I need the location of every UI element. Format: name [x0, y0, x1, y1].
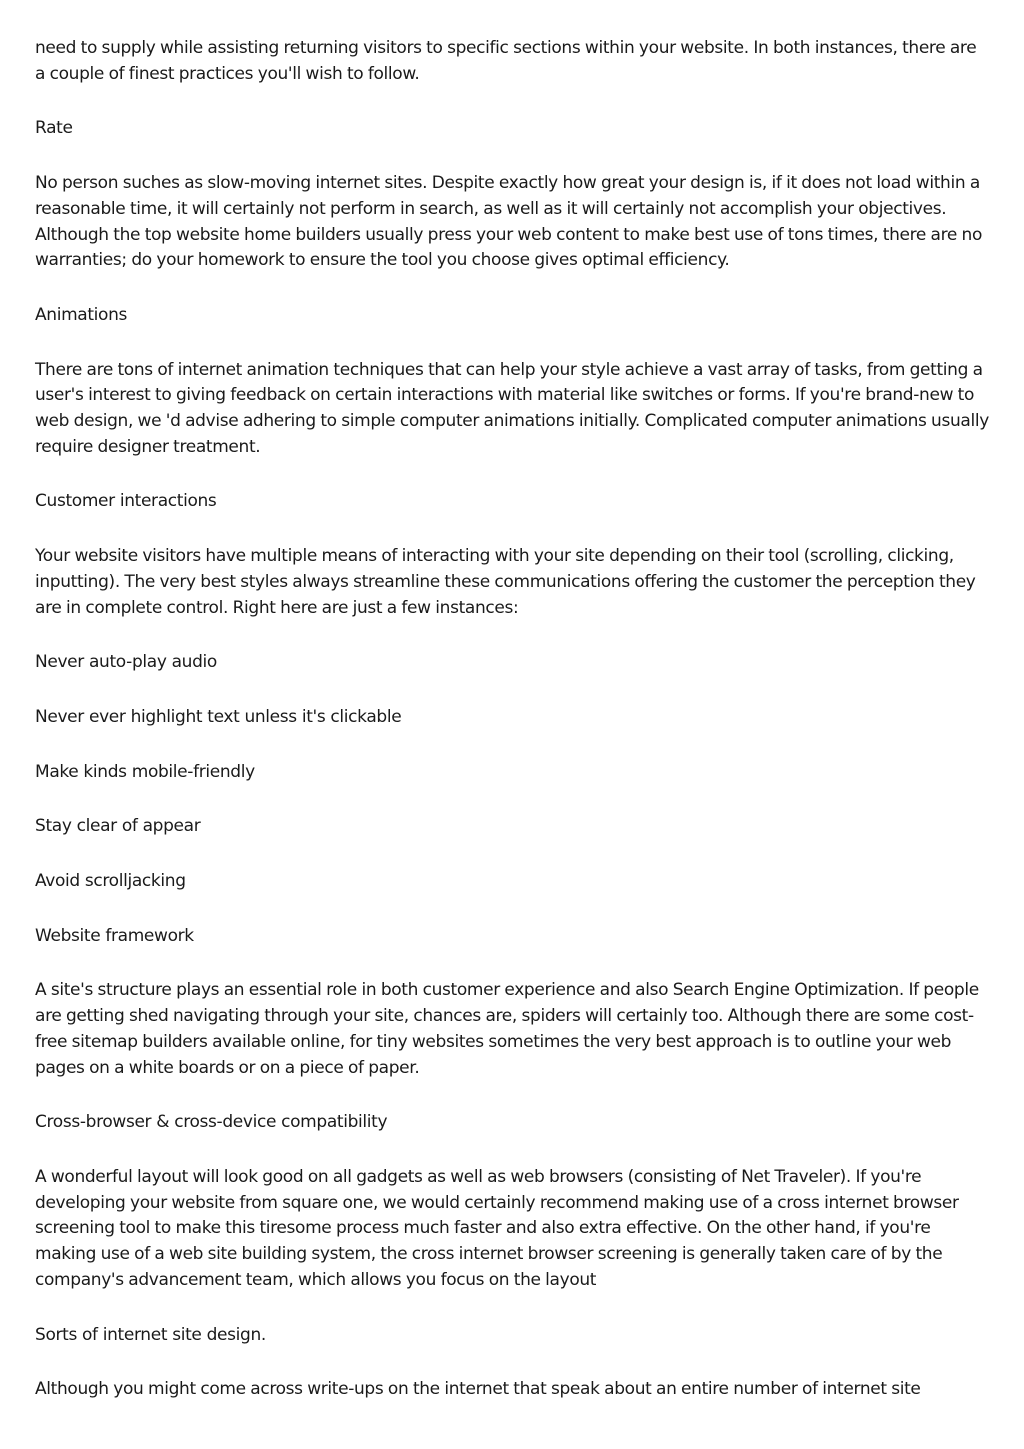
compatibility-paragraph: A wonderful layout will look good on all gadgets as well as web browsers (consisting of Net Traveler). If you're developing your website from square one, we would certainly recommend making use of a cross internet browser screening tool to make this tiresome process much faster and also extra effective. On the other hand, if you're making use of a web site building system, the cross internet browser screening is generally taken care of by the company's advancement team, which allows you focus on the layout [35, 1166, 959, 1290]
list-item-mobile-forms: Make kinds mobile-friendly [35, 761, 255, 782]
list-item-highlight: Never ever highlight text unless it's clickable [35, 706, 402, 727]
list-item-popups: Stay clear of appear [35, 816, 201, 837]
website-framework-paragraph: A site's structure plays an essential role in both customer experience and also Search Engine Optimization. If people are getting shed navigating through your site, chances are, spiders will certainly too. Although there are some cost-free sitemap builders available online, for tiny websites sometimes the very best approach is to outline your web pages on a white boards or on a piece of paper. [35, 980, 979, 1078]
heading-customer-interactions: Customer interactions [35, 491, 217, 512]
heading-animations: Animations [35, 304, 128, 325]
list-item-autoplay: Never auto-play audio [35, 652, 217, 673]
heading-website-framework: Website framework [35, 925, 194, 946]
sorts-of-design-paragraph: Although you might come across write-ups on the internet that speak about an entire number of internet site [35, 1379, 921, 1400]
rate-paragraph: No person suches as slow-moving internet sites. Despite exactly how great your design is, if it does not load within a reasonable time, it will certainly not perform in search, as well as it will certainly not accomplish your objectives. Although the top website home builders usually press your web content to make best use of tons times, there are no warranties; do your homework to ensure the tool you choose gives optimal efficiency. [35, 173, 982, 271]
customer-interactions-paragraph: Your website visitors have multiple means of interacting with your site depending on their tool (scrolling, clicking, inputting). The very best styles always streamline these communications offering the customer the perception they are in complete control. Right here are just a few instances: [35, 546, 976, 618]
heading-compatibility: Cross-browser & cross-device compatibility [35, 1112, 388, 1133]
heading-rate: Rate [35, 118, 73, 139]
list-item-scrolljacking: Avoid scrolljacking [35, 871, 186, 892]
animations-paragraph: There are tons of internet animation techniques that can help your style achieve a vast array of tasks, from getting a user's interest to giving feedback on certain interactions with material like switches or forms. If you're brand-new to web design, we 'd advise adhering to simple computer animations initially. Complicated computer animations usually require designer treatment. [35, 359, 989, 457]
heading-sorts-of-design: Sorts of internet site design. [35, 1324, 266, 1345]
intro-paragraph: need to supply while assisting returning visitors to specific sections within your website. In both instances, there are a couple of finest practices you'll wish to follow. [35, 38, 977, 84]
